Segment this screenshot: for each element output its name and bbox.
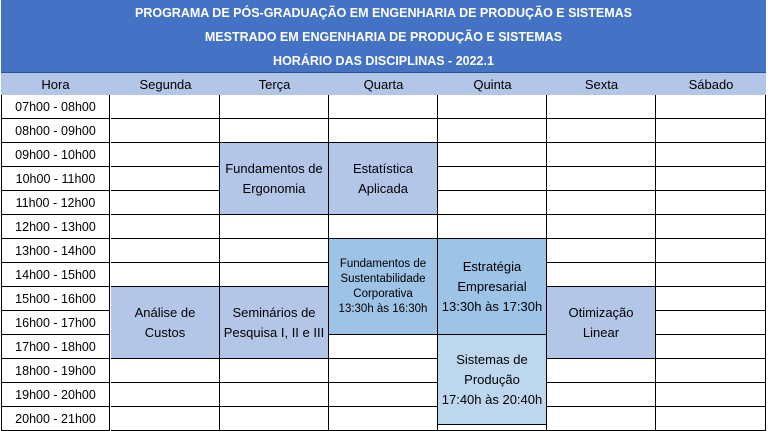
schedule-cell[interactable] [329,359,438,383]
course-time: 13:30h às 16:30h [338,302,428,315]
schedule-cell[interactable] [111,359,220,383]
schedule-cell[interactable] [438,215,547,239]
hour-label: 11h00 - 12h00 [1,191,110,215]
column-header-quinta: Quinta [473,77,512,92]
schedule-cell[interactable] [220,119,329,143]
schedule-cell[interactable] [111,407,220,431]
schedule-cell[interactable] [656,359,766,383]
schedule-cell[interactable] [547,239,656,263]
schedule-cell[interactable] [547,191,656,215]
schedule-cell[interactable] [656,95,766,119]
course-analise-custos[interactable] [111,287,220,359]
schedule-cell[interactable] [329,335,438,359]
course-title-line: Fundamentos de [225,160,323,176]
schedule-cell[interactable] [547,383,656,407]
course-title-line: Estatística [353,160,413,176]
schedule-cell[interactable] [547,95,656,119]
schedule-cell[interactable] [547,359,656,383]
course-title-line: Fundamentos de [339,257,427,270]
schedule-cell[interactable] [656,119,766,143]
masters-title: MESTRADO EM ENGENHARIA DE PRODUÇÃO E SISTEMAS [204,30,563,44]
column-header-quarta: Quarta [363,77,404,92]
course-title-line: Ergonomia [242,180,306,196]
schedule-cell[interactable] [220,95,329,119]
hour-label: 19h00 - 20h00 [1,383,110,407]
course-title-line: Empresarial [457,278,527,294]
program-title: PROGRAMA DE PÓS-GRADUAÇÃO EM ENGENHARIA DE PRODUÇÃO E SISTEMAS [134,6,633,20]
course-estatistica-aplicada[interactable] [329,143,438,215]
schedule-cell[interactable] [656,167,766,191]
schedule-cell[interactable] [111,143,220,167]
schedule-cell[interactable] [656,287,766,311]
course-estrategia-empresarial[interactable] [438,239,547,335]
schedule-title: HORÁRIO DAS DISCIPLINAS - 2022.1 [273,54,494,68]
schedule-cell[interactable] [656,263,766,287]
schedule-cell[interactable] [329,95,438,119]
schedule-cell[interactable] [329,383,438,407]
course-time: 13:30h às 17:30h [441,298,543,314]
schedule-cell[interactable] [438,167,547,191]
schedule-cell[interactable] [111,95,220,119]
course-fundamentos-ergonomia[interactable] [220,143,329,215]
hour-label: 17h00 - 18h00 [1,335,110,359]
schedule-cell[interactable] [438,95,547,119]
course-title-line: Seminários de [232,304,316,320]
column-header-segunda: Segunda [139,77,192,92]
course-title-line: Estratégia [462,258,522,274]
course-title-line: Sustentabilidade [340,272,426,285]
hour-label: 13h00 - 14h00 [1,239,110,263]
schedule-cell[interactable] [656,143,766,167]
hour-label: 12h00 - 13h00 [1,215,110,239]
schedule-cell[interactable] [329,407,438,431]
schedule-header [1,0,766,73]
schedule-cell[interactable] [111,119,220,143]
course-time: 17:40h às 20:40h [441,391,543,407]
schedule-cell[interactable] [111,215,220,239]
hour-label: 20h00 - 21h00 [1,407,110,431]
hour-label: 18h00 - 19h00 [1,359,110,383]
column-header-sabado: Sábado [688,77,734,92]
schedule-cell[interactable] [547,263,656,287]
course-sistemas-producao[interactable] [438,335,547,425]
schedule-cell[interactable] [329,119,438,143]
course-title-line: Corporativa [353,287,413,300]
course-seminarios-pesquisa[interactable] [220,287,329,359]
course-title-line: Otimização [568,304,634,320]
course-title-line: Produção [464,371,520,387]
schedule-cell[interactable] [220,383,329,407]
course-title-line: Análise de [134,304,196,320]
schedule-cell[interactable] [111,263,220,287]
schedule-cell[interactable] [329,215,438,239]
schedule-cell[interactable] [656,383,766,407]
schedule-cell[interactable] [656,239,766,263]
hour-label: 08h00 - 09h00 [1,119,110,143]
hour-label: 09h00 - 10h00 [1,143,110,167]
schedule-cell[interactable] [438,191,547,215]
schedule-cell[interactable] [547,167,656,191]
hour-label: 16h00 - 17h00 [1,311,110,335]
course-title-line: Sistemas de [456,351,528,367]
course-title-line: Pesquisa I, II e III [223,324,325,340]
course-otimizacao-linear[interactable] [547,287,656,359]
course-title-line: Linear [582,324,620,340]
schedule-cell[interactable] [547,119,656,143]
column-header-terca: Terça [258,77,291,92]
column-header-hora: Hora [41,77,70,92]
schedule-cell[interactable] [656,335,766,359]
schedule-cell[interactable] [547,407,656,431]
schedule-cell[interactable] [111,239,220,263]
column-header-sexta: Sexta [584,77,619,92]
hour-label: 07h00 - 08h00 [1,95,110,119]
schedule-cell[interactable] [111,191,220,215]
course-title-line: Custos [144,324,186,340]
schedule-cell[interactable] [220,215,329,239]
course-fundamentos-sustentabilidade[interactable] [329,239,438,335]
schedule-cell[interactable] [220,263,329,287]
schedule-cell[interactable] [438,143,547,167]
schedule-cell[interactable] [547,143,656,167]
schedule-cell[interactable] [111,167,220,191]
hour-label: 14h00 - 15h00 [1,263,110,287]
hour-label: 10h00 - 11h00 [1,167,110,191]
schedule-cell[interactable] [656,407,766,431]
schedule-cell[interactable] [220,407,329,431]
course-title-line: Aplicada [358,180,408,196]
schedule-cell[interactable] [220,239,329,263]
schedule-cell[interactable] [220,359,329,383]
schedule-cell[interactable] [547,215,656,239]
schedule-cell[interactable] [656,215,766,239]
schedule-cell[interactable] [656,191,766,215]
schedule-cell[interactable] [656,311,766,335]
schedule-cell[interactable] [438,119,547,143]
hour-label: 15h00 - 16h00 [1,287,110,311]
schedule-cell[interactable] [111,383,220,407]
